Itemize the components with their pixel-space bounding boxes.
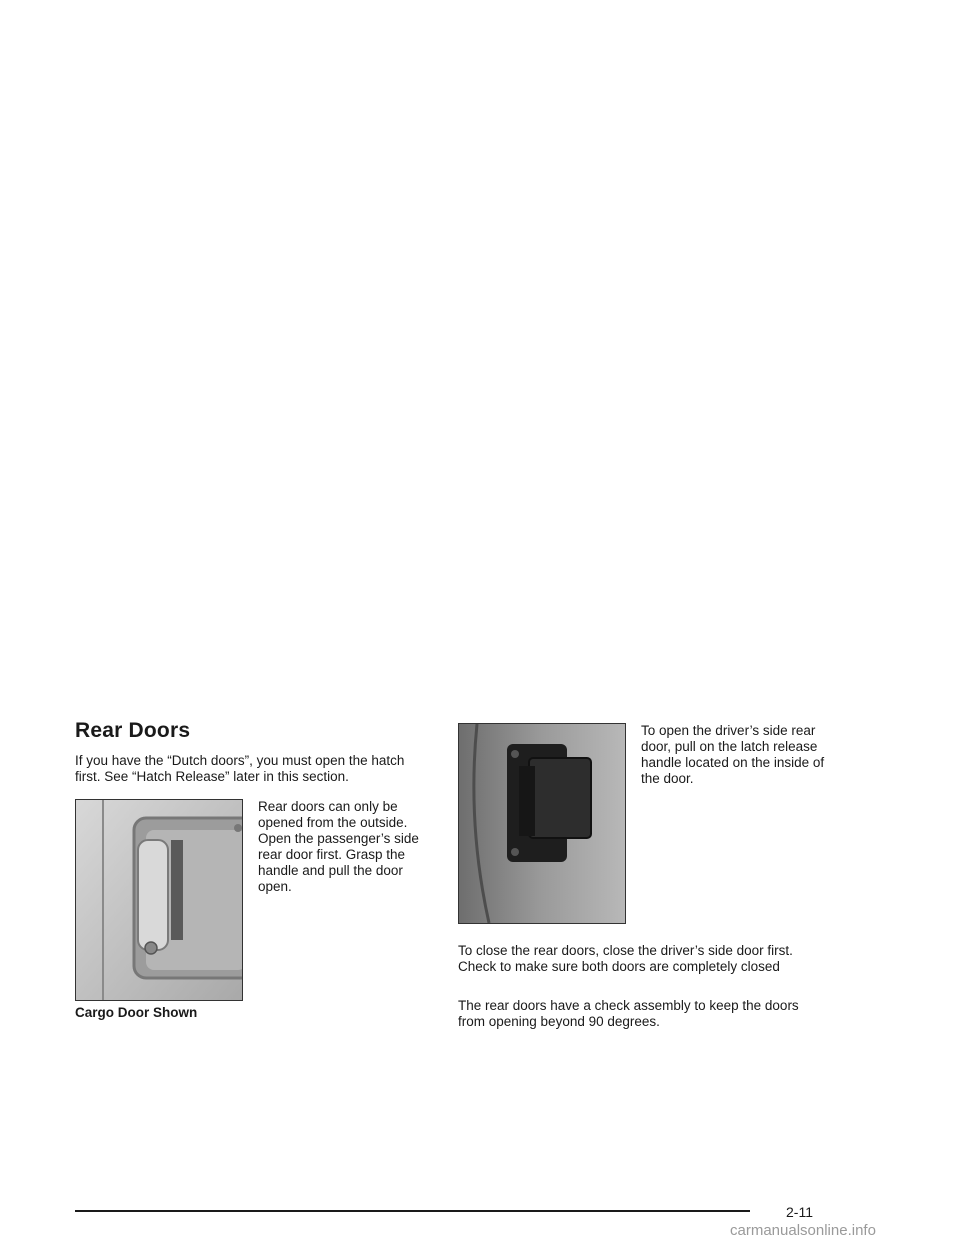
check-assembly-paragraph: The rear doors have a check assembly to keep the doors from opening beyond 90 degrees. — [458, 998, 799, 1029]
intro-paragraph: If you have the “Dutch doors”, you must open the hatch first. See “Hatch Release” later in this section. — [75, 753, 405, 784]
watermark: carmanualsonline.info — [730, 1222, 876, 1239]
cargo-door-handle-photo — [75, 799, 243, 1001]
driver-side-paragraph: To open the driver’s side rear door, pull on the latch release handle located on the inside of the door. — [641, 723, 825, 786]
page-number: 2-11 — [786, 1204, 813, 1220]
footer-rule — [75, 1210, 750, 1212]
rear-doors-paragraph: Rear doors can only be opened from the outside. Open the passenger’s side rear door first. Grasp the handle and pull the door open. — [258, 799, 419, 894]
section-heading: Rear Doors — [75, 719, 191, 742]
latch-release-handle-photo — [458, 723, 626, 924]
close-doors-paragraph: To close the rear doors, close the driver’s side door first. Check to make sure both doors are completely closed — [458, 943, 793, 974]
figure-caption: Cargo Door Shown — [75, 1005, 198, 1020]
